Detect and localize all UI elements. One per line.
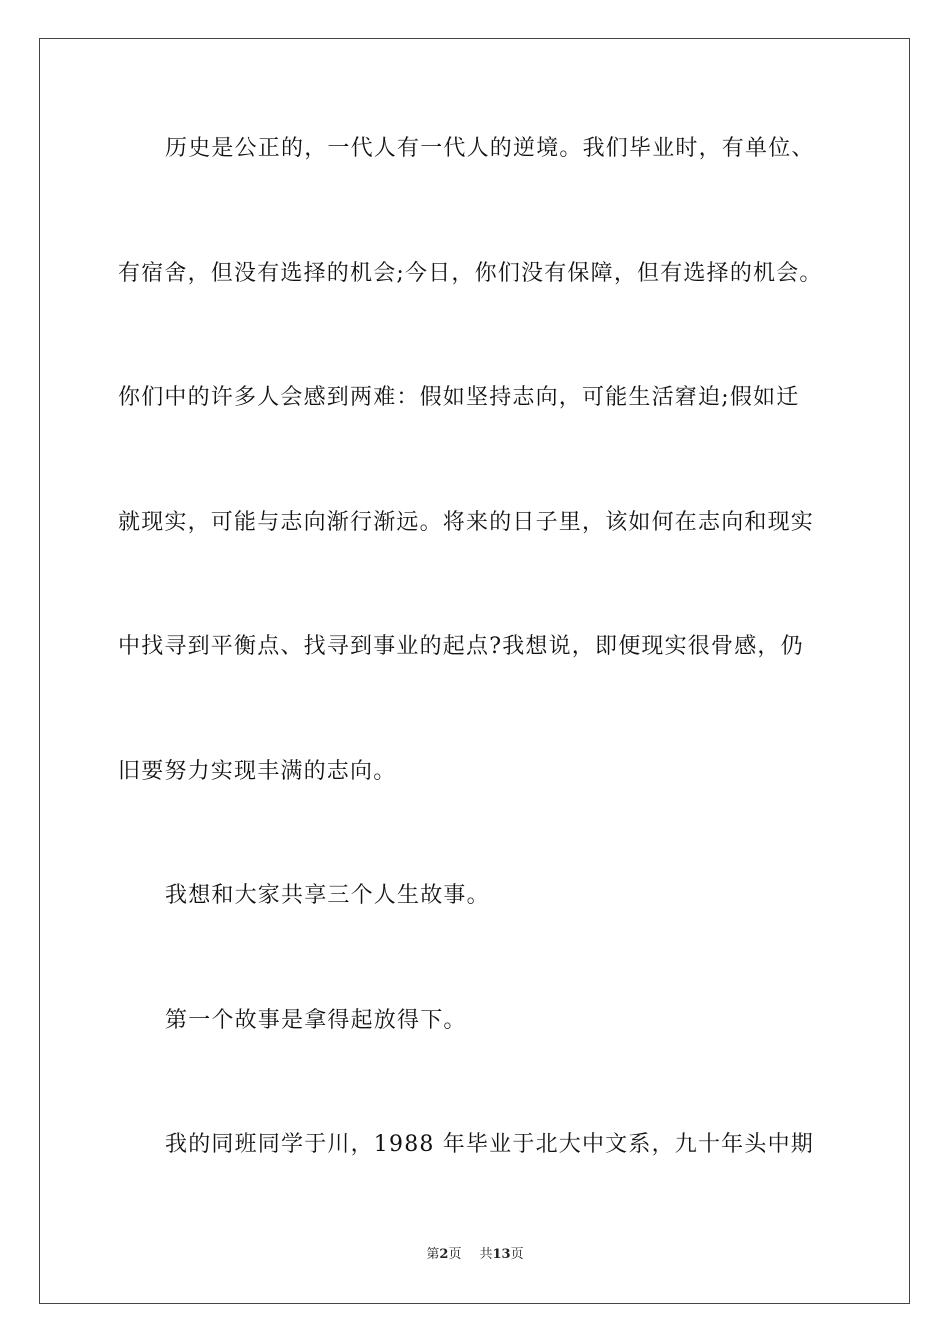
page-label-prefix: 第	[426, 1247, 440, 1262]
paragraph-line: 有宿舍，但没有选择的机会;今日，你们没有保障，但有选择的机会。	[118, 261, 823, 286]
paragraph-line: 我想和大家共享三个人生故事。	[165, 883, 490, 908]
paragraph-line: 中找寻到平衡点、找寻到事业的起点?我想说，即便现实很骨感，仍	[118, 634, 804, 659]
total-label-suffix: 页	[510, 1247, 524, 1262]
paragraph-line: 历史是公正的，一代人有一代人的逆境。我们毕业时，有单位、	[165, 136, 815, 161]
page-footer	[0, 1246, 950, 1264]
page-label-suffix: 页	[448, 1247, 462, 1262]
paragraph-line: 你们中的许多人会感到两难：假如坚持志向，可能生活窘迫;假如迁	[118, 385, 800, 410]
paragraph-line: 第一个故事是拿得起放得下。	[165, 1008, 467, 1033]
total-label-prefix: 共	[479, 1247, 493, 1262]
page-number: 2	[439, 1247, 449, 1262]
page-frame	[39, 38, 910, 1304]
paragraph-line: 旧要努力实现丰满的志向。	[118, 759, 397, 784]
total-pages: 13	[492, 1247, 511, 1262]
paragraph-line: 我的同班同学于川，1988 年毕业于北大中文系，九十年头中期	[165, 1132, 814, 1157]
paragraph-line: 就现实，可能与志向渐行渐远。将来的日子里，该如何在志向和现实	[118, 510, 815, 535]
